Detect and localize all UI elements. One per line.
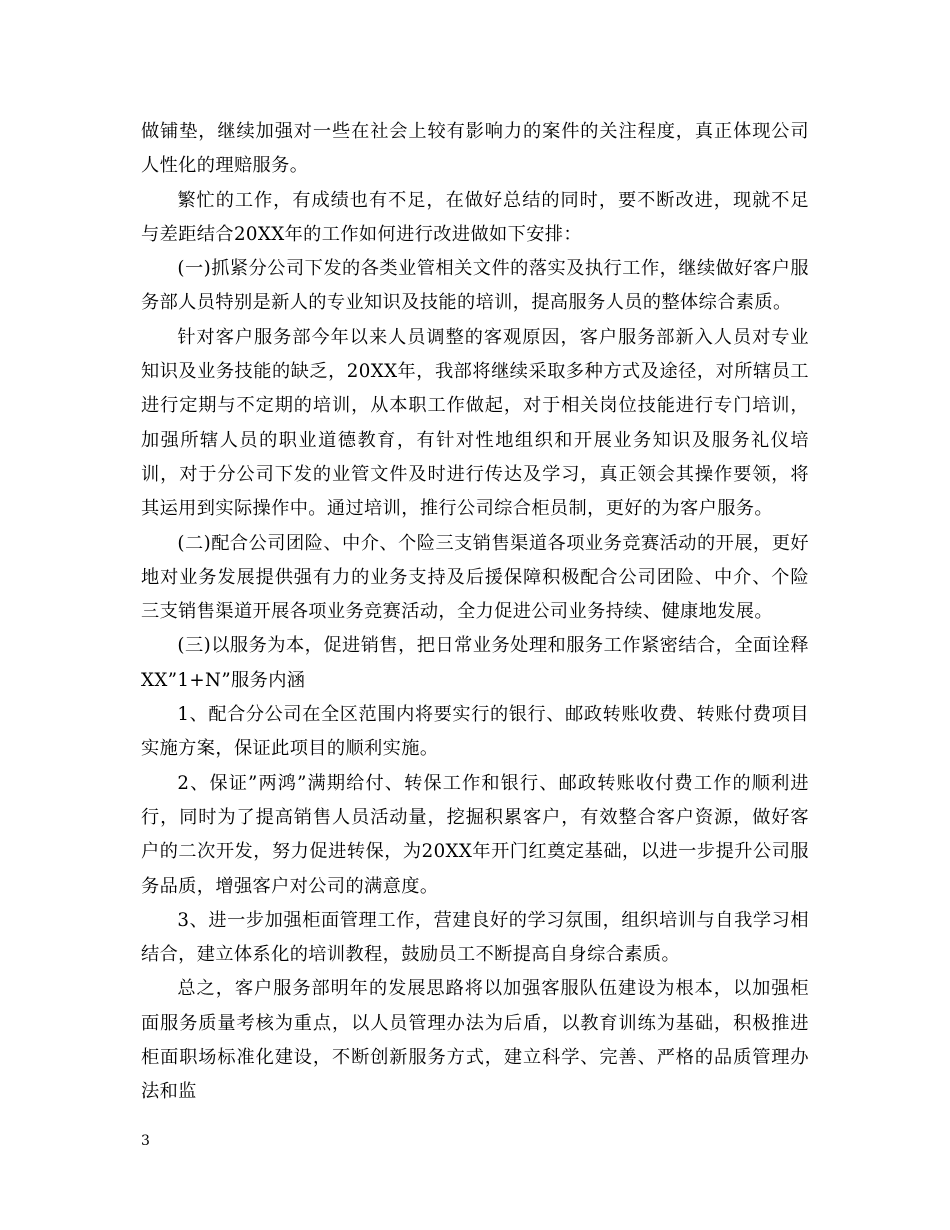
paragraph-3: (一)抓紧分公司下发的各类业管相关文件的落实及执行工作，继续做好客户服务部人员特别是新人的专业知识及技能的培训，提高服务人员的整体综合素质。	[141, 258, 809, 314]
paragraph-7: 1、配合分公司在全区范围内将要实行的银行、邮政转账收费、转账付费项目实施方案，保证此项目的顺利实施。	[141, 704, 809, 760]
paragraph-2: 繁忙的工作，有成绩也有不足，在做好总结的同时，要不断改进，现就不足与差距结合20XX年的工作如何进行改进做如下安排：	[141, 189, 809, 245]
paragraph-8: 2、保证”两鸿”满期给付、转保工作和银行、邮政转账收付费工作的顺利进行，同时为了提高销售人员活动量，挖掘积累客户，有效整合客户资源，做好客户的二次开发，努力促进转保，为20XX年开门红奠定基础，以进一步提升公司服务品质，增强客户对公司的满意度。	[141, 772, 809, 897]
paragraph-6: (三)以服务为本，促进销售，把日常业务处理和服务工作紧密结合，全面诠释XX”1+N”服务内涵	[141, 635, 809, 691]
paragraph-9: 3、进一步加强柜面管理工作，营建良好的学习氛围，组织培训与自我学习相结合，建立体系化的培训教程，鼓励员工不断提高自身综合素质。	[141, 909, 809, 966]
page-number: 3	[141, 1133, 150, 1149]
paragraph-10: 总之，客户服务部明年的发展思路将以加强客服队伍建设为根本，以加强柜面服务质量考核为重点，以人员管理办法为后盾，以教育训练为基础，积极推进柜面职场标准化建设，不断创新服务方式，建立科学、完善、严格的品质管理办法和监	[141, 978, 809, 1103]
paragraph-1: 做铺垫，继续加强对一些在社会上较有影响力的案件的关注程度，真正体现公司人性化的理赔服务。	[141, 121, 809, 177]
paragraph-5: (二)配合公司团险、中介、个险三支销售渠道各项业务竞赛活动的开展，更好地对业务发展提供强有力的业务支持及后援保障积极配合公司团险、中介、个险三支销售渠道开展各项业务竞赛活动，全力促进公司业务持续、健康地发展。	[141, 532, 809, 623]
document-body	[141, 115, 809, 1110]
paragraph-4: 针对客户服务部今年以来人员调整的客观原因，客户服务部新入人员对专业知识及业务技能的缺乏，20XX年，我部将继续采取多种方式及途径，对所辖员工进行定期与不定期的培训，从本职工作做起，对于相关岗位技能进行专门培训，加强所辖人员的职业道德教育，有针对性地组织和开展业务知识及服务礼仪培训，对于分公司下发的业管文件及时进行传达及学习，真正领会其操作要领，将其运用到实际操作中。通过培训，推行公司综合柜员制，更好的为客户服务。	[141, 326, 809, 520]
